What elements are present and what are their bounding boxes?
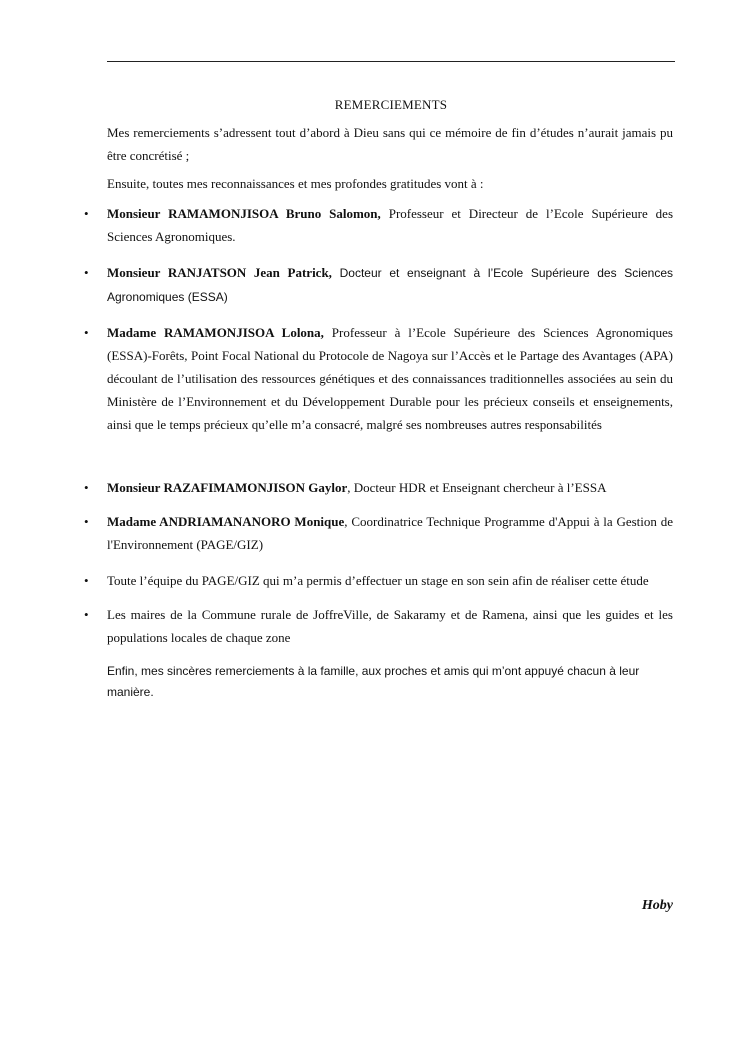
bullet-icon: •: [84, 514, 89, 529]
list-item: [107, 569, 673, 592]
person-name: Monsieur RANJATSON Jean Patrick,: [107, 265, 332, 280]
item-description: Professeur et Directeur de l’Ecole Supérieure des Sciences Agronomiques.: [107, 206, 673, 244]
bullet-icon: •: [84, 265, 89, 280]
header-rule: [107, 61, 675, 62]
page-title: REMERCIEMENTS: [334, 97, 448, 112]
closing-paragraph: Enfin, mes sincères remerciements à la famille, aux proches et amis qui m’ont appuyé chacun à leur manière.: [107, 664, 640, 699]
list-item: [107, 603, 673, 649]
bullet-icon: •: [84, 325, 89, 340]
person-name: Monsieur RAZAFIMAMONJISON Gaylor: [107, 480, 348, 495]
intro-lead: Ensuite, toutes mes reconnaissances et mes profondes gratitudes vont à :: [107, 176, 484, 191]
item-description: Toute l’équipe du PAGE/GIZ qui m’a permis d’effectuer un stage en son sein afin de réaliser cette étude: [107, 573, 649, 588]
bullet-icon: •: [84, 573, 89, 588]
list-item: [107, 476, 673, 499]
intro-paragraph: Mes remerciements s’adressent tout d’abord à Dieu sans qui ce mémoire de fin d’études n’aurait jamais pu être concrétisé ;: [107, 125, 673, 163]
bullet-icon: •: [84, 480, 89, 495]
person-name: Madame RAMAMONJISOA Lolona,: [107, 325, 324, 340]
bullet-icon: •: [84, 206, 89, 221]
list-item: [107, 510, 673, 556]
item-description: , Coordinatrice Technique Programme d'Appui à la Gestion de l'Environnement (PAGE/GIZ): [107, 514, 673, 552]
item-description: Docteur et enseignant à l’Ecole Supérieure des Sciences Agronomiques (ESSA): [107, 266, 673, 304]
list-item: [107, 202, 673, 248]
person-name: Madame ANDRIAMANANORO Monique: [107, 514, 345, 529]
item-description: Les maires de la Commune rurale de JoffreVille, de Sakaramy et de Ramena, ainsi que les guides et les populations locales de chaque zone: [107, 607, 673, 645]
item-description: , Docteur HDR et Enseignant chercheur à l’ESSA: [347, 480, 607, 495]
person-name: Monsieur RAMAMONJISOA Bruno Salomon,: [107, 206, 381, 221]
signature: Hoby: [641, 898, 673, 913]
bullet-icon: •: [84, 607, 89, 622]
list-item: [107, 261, 673, 309]
item-description: Professeur à l’Ecole Supérieure des Sciences Agronomiques (ESSA)-Forêts, Point Focal National du Protocole de Nagoya sur l’Accès et le Partage des Avantages (APA) découlant de l’utilisation des ressources génétiques et des connaissances traditionnelles associées au sein du Ministère de l’Environnement et du Développement Durable pour les précieux conseils et enseignements, ainsi que le temps précieux qu’elle m’a consacré, malgré ses nombreuses autres responsabilités: [107, 325, 673, 432]
list-item: [107, 321, 673, 436]
